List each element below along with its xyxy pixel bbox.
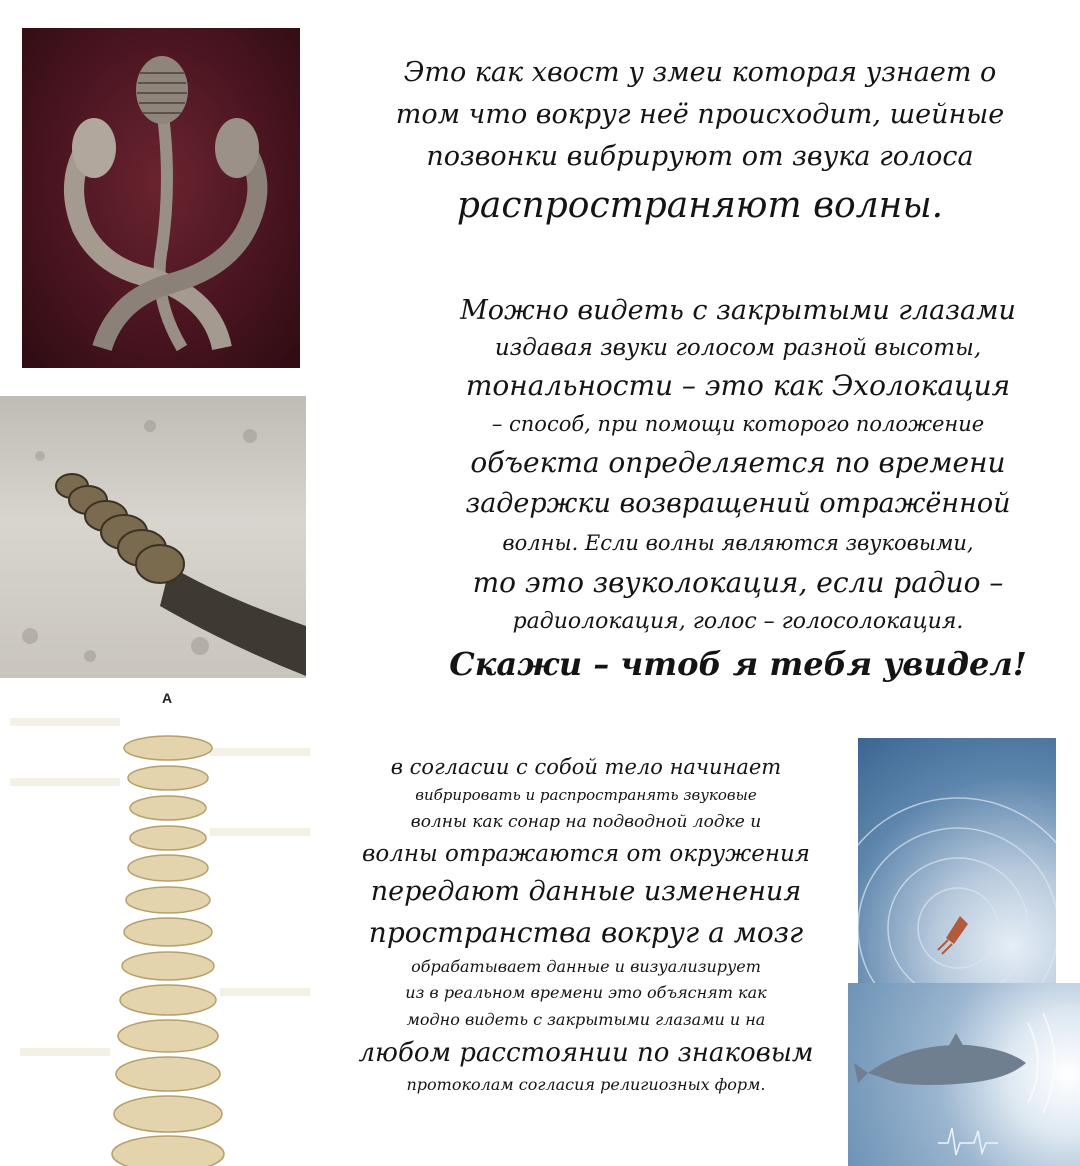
echo-line: то это звуколокация, если радио – <box>472 566 1004 599</box>
sonar-line: передают данные изменения <box>370 876 802 907</box>
intro-line: том что вокруг неё происходит, шейные <box>395 99 1005 130</box>
sonar-line: протоколам согласия религиозных форм. <box>406 1075 766 1094</box>
echo-line-emphasis: Скажи – чтоб я тебя увидел! <box>449 645 1027 683</box>
figure-label: A <box>162 690 173 706</box>
intro-text-block <box>360 52 1040 232</box>
intro-line: позвонки вибрируют от звука голоса <box>426 141 974 172</box>
squid-sonar-image <box>858 738 1056 983</box>
echo-line: Можно видеть с закрытыми глазами <box>460 295 1016 326</box>
echo-line: издавая звуки голосом разной высоты, <box>494 335 982 361</box>
echo-line: тональности – это как Эхолокация <box>465 369 1011 402</box>
echo-line: радиолокация, голос – голосолокация. <box>512 609 964 634</box>
dolphin-sonar-image <box>848 983 1080 1166</box>
sonar-line: волны отражаются от окружения <box>361 841 811 867</box>
ornament-image <box>22 28 300 368</box>
sonar-line: волны как сонар на подводной лодке и <box>410 812 762 832</box>
echolocation-text-block <box>418 292 1058 688</box>
echo-line: задержки возвращений отражённой <box>465 488 1011 519</box>
echo-line: волны. Если волны являются звуковыми, <box>502 531 974 555</box>
sonar-line: вибрировать и распространять звуковые <box>415 786 757 804</box>
sonar-line: любом расстоянии по знаковым <box>358 1038 814 1068</box>
echo-line: – способ, при помощи которого положение <box>491 412 985 436</box>
intro-emphasis: распространяют волны. <box>456 185 944 226</box>
rattlesnake-tail-image <box>0 396 306 678</box>
sonar-line: модно видеть с закрытыми глазами и на <box>406 1010 766 1029</box>
sonar-line: пространства вокруг а мозг <box>368 916 804 949</box>
echo-line: объекта определяется по времени <box>470 446 1006 479</box>
sonar-text-block <box>320 752 852 1098</box>
spine-image <box>0 688 320 1166</box>
sonar-line: в согласии с собой тело начинает <box>390 755 782 779</box>
intro-line: Это как хвост у змеи которая узнает о <box>403 57 997 88</box>
sonar-line: из в реальном времени это объяснят как <box>405 983 767 1002</box>
sonar-line: обрабатывает данные и визуализирует <box>411 957 761 976</box>
